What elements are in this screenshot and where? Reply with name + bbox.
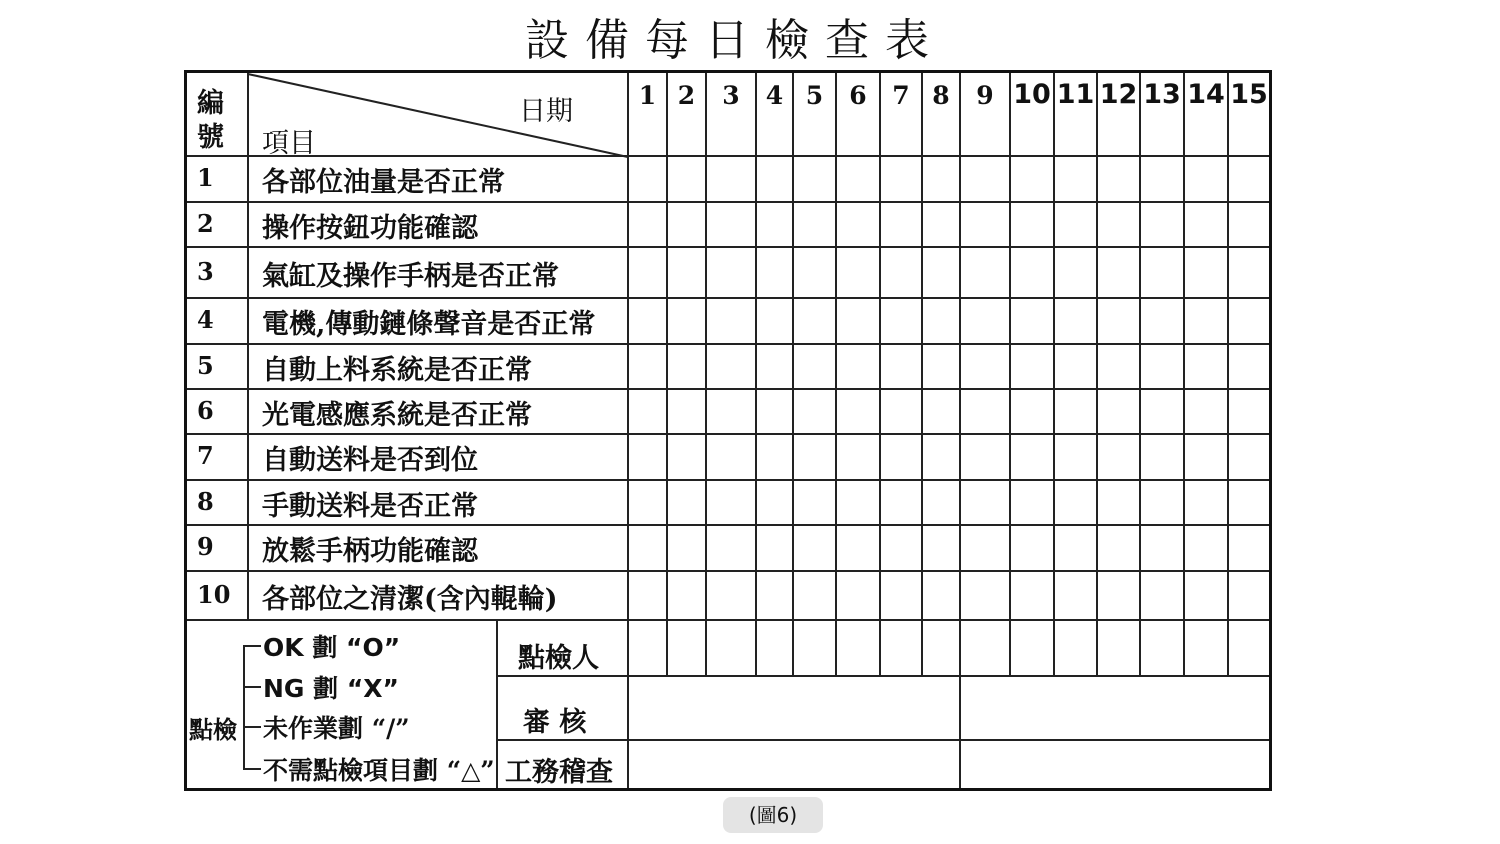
check-cell[interactable]	[961, 435, 1009, 478]
check-cell[interactable]	[757, 299, 792, 342]
check-cell[interactable]	[881, 390, 921, 432]
check-cell[interactable]	[881, 203, 921, 245]
check-cell[interactable]	[757, 345, 792, 387]
check-cell[interactable]	[1055, 345, 1096, 387]
check-cell[interactable]	[629, 248, 666, 296]
row-number: 5	[197, 350, 214, 380]
item-header-label: 項目	[262, 128, 316, 159]
inspector-signature-cell[interactable]	[1011, 621, 1053, 674]
check-cell[interactable]	[1141, 572, 1183, 618]
check-cell[interactable]	[1229, 390, 1269, 432]
check-cell[interactable]	[668, 390, 705, 432]
check-cell[interactable]	[707, 481, 755, 523]
day-header-13: 13	[1143, 79, 1181, 110]
inspector-signature-cell[interactable]	[707, 621, 755, 674]
check-cell[interactable]	[757, 203, 792, 245]
check-cell[interactable]	[794, 203, 835, 245]
day-header-10: 10	[1013, 79, 1051, 110]
check-cell[interactable]	[668, 435, 705, 478]
check-cell[interactable]	[794, 481, 835, 523]
day-header-6: 6	[849, 81, 867, 110]
check-cell[interactable]	[1055, 299, 1096, 342]
check-cell[interactable]	[668, 481, 705, 523]
check-cell[interactable]	[1098, 572, 1139, 618]
check-cell[interactable]	[923, 572, 959, 618]
check-cell[interactable]	[629, 157, 666, 200]
legend-tick	[243, 768, 261, 770]
check-cell[interactable]	[1011, 345, 1053, 387]
legend-entry: NG 劃 “X”	[263, 674, 399, 703]
legend-entry: 未作業劃 “/”	[263, 714, 410, 743]
check-cell[interactable]	[961, 526, 1009, 569]
check-cell[interactable]	[707, 299, 755, 342]
check-cell[interactable]	[1011, 203, 1053, 245]
row-item-label: 自動上料系統是否正常	[262, 354, 532, 386]
check-cell[interactable]	[1141, 248, 1183, 296]
check-cell[interactable]	[1011, 248, 1053, 296]
inspector-signature-cell[interactable]	[1141, 621, 1183, 674]
check-cell[interactable]	[1141, 203, 1183, 245]
figure-caption: (圖6)	[723, 797, 823, 833]
check-cell[interactable]	[1011, 572, 1053, 618]
check-cell[interactable]	[757, 572, 792, 618]
row-item-label: 放鬆手柄功能確認	[262, 536, 478, 567]
check-cell[interactable]	[961, 248, 1009, 296]
check-cell[interactable]	[881, 526, 921, 569]
audit-label: 工務稽查	[505, 757, 613, 788]
signoff-label-line	[496, 620, 498, 788]
check-cell[interactable]	[1229, 157, 1269, 200]
row-number: 3	[197, 256, 214, 286]
inspector-signature-cell[interactable]	[794, 621, 835, 674]
check-cell[interactable]	[837, 299, 879, 342]
check-cell[interactable]	[668, 345, 705, 387]
check-cell[interactable]	[1055, 248, 1096, 296]
check-cell[interactable]	[837, 435, 879, 478]
check-cell[interactable]	[757, 157, 792, 200]
row-number: 7	[197, 441, 214, 470]
check-cell[interactable]	[1141, 299, 1183, 342]
check-cell[interactable]	[961, 157, 1009, 200]
check-cell[interactable]	[1185, 526, 1227, 569]
row-number: 8	[197, 486, 214, 516]
check-cell[interactable]	[1229, 526, 1269, 569]
legend-tick	[243, 686, 261, 688]
check-cell[interactable]	[1011, 435, 1053, 478]
check-cell[interactable]	[629, 203, 666, 245]
check-cell[interactable]	[881, 299, 921, 342]
row-number: 4	[197, 305, 214, 334]
check-cell[interactable]	[1055, 390, 1096, 432]
check-cell[interactable]	[629, 345, 666, 387]
row-item-label: 光電感應系統是否正常	[262, 399, 532, 431]
row-item-label: 手動送料是否正常	[262, 490, 478, 522]
check-cell[interactable]	[794, 572, 835, 618]
check-cell[interactable]	[1185, 203, 1227, 245]
inspector-label: 點檢人	[518, 643, 599, 674]
check-cell[interactable]	[668, 157, 705, 200]
row-item-label: 操作按鈕功能確認	[262, 212, 478, 244]
date-header-label: 日期	[519, 96, 573, 127]
row-item-label: 自動送料是否到位	[262, 445, 478, 476]
inspector-signature-cell[interactable]	[961, 621, 1009, 674]
check-cell[interactable]	[794, 157, 835, 200]
legend-bracket	[243, 647, 245, 770]
check-cell[interactable]	[837, 157, 879, 200]
check-cell[interactable]	[1185, 157, 1227, 200]
check-cell[interactable]	[668, 526, 705, 569]
check-cell[interactable]	[1098, 481, 1139, 523]
review-cell-first-half[interactable]	[629, 677, 959, 738]
check-cell[interactable]	[707, 203, 755, 245]
check-cell[interactable]	[1011, 526, 1053, 569]
check-cell[interactable]	[1141, 481, 1183, 523]
check-cell[interactable]	[668, 572, 705, 618]
check-cell[interactable]	[629, 526, 666, 569]
inspector-signature-cell[interactable]	[1185, 621, 1227, 674]
check-cell[interactable]	[757, 481, 792, 523]
check-cell[interactable]	[923, 203, 959, 245]
check-cell[interactable]	[757, 390, 792, 432]
check-cell[interactable]	[923, 157, 959, 200]
check-cell[interactable]	[629, 481, 666, 523]
row-number: 6	[197, 395, 214, 425]
day-header-2: 2	[677, 81, 696, 110]
check-cell[interactable]	[837, 390, 879, 432]
check-cell[interactable]	[1011, 390, 1053, 432]
check-cell[interactable]	[837, 248, 879, 296]
check-cell[interactable]	[757, 435, 792, 478]
check-cell[interactable]	[707, 526, 755, 569]
inspector-signature-cell[interactable]	[1098, 621, 1139, 674]
legend-entry: OK 劃 “O”	[263, 633, 401, 662]
check-cell[interactable]	[1185, 572, 1227, 618]
check-cell[interactable]	[961, 390, 1009, 432]
check-cell[interactable]	[707, 248, 755, 296]
check-cell[interactable]	[1098, 248, 1139, 296]
inspector-signature-cell[interactable]	[629, 621, 666, 674]
check-cell[interactable]	[1098, 435, 1139, 478]
row-number: 10	[197, 579, 231, 609]
check-cell[interactable]	[629, 299, 666, 342]
check-cell[interactable]	[1185, 345, 1227, 387]
check-cell[interactable]	[923, 248, 959, 296]
check-cell[interactable]	[881, 435, 921, 478]
check-cell[interactable]	[923, 526, 959, 569]
check-cell[interactable]	[629, 390, 666, 432]
check-cell[interactable]	[757, 526, 792, 569]
check-cell[interactable]	[837, 203, 879, 245]
check-cell[interactable]	[707, 435, 755, 478]
check-cell[interactable]	[794, 299, 835, 342]
day-header-1: 1	[638, 81, 657, 110]
legend-tick	[243, 645, 261, 647]
check-cell[interactable]	[1141, 345, 1183, 387]
check-cell[interactable]	[961, 572, 1009, 618]
day-header-12: 12	[1099, 79, 1138, 110]
check-cell[interactable]	[794, 345, 835, 387]
inspector-signature-cell[interactable]	[668, 621, 705, 674]
check-cell[interactable]	[707, 572, 755, 618]
check-cell[interactable]	[923, 345, 959, 387]
inspector-signature-cell[interactable]	[923, 621, 959, 674]
check-cell[interactable]	[1098, 157, 1139, 200]
check-cell[interactable]	[1229, 299, 1269, 342]
row-number: 2	[197, 208, 214, 238]
check-cell[interactable]	[629, 572, 666, 618]
row-item-label: 各部位油量是否正常	[262, 167, 505, 198]
check-cell[interactable]	[923, 435, 959, 478]
check-cell[interactable]	[1098, 390, 1139, 432]
check-cell[interactable]	[707, 345, 755, 387]
row-number: 1	[197, 163, 214, 192]
inspector-signature-cell[interactable]	[757, 621, 792, 674]
check-cell[interactable]	[1229, 435, 1269, 478]
day-header-4: 4	[765, 81, 784, 110]
check-cell[interactable]	[1011, 299, 1053, 342]
check-cell[interactable]	[707, 157, 755, 200]
check-cell[interactable]	[1141, 390, 1183, 432]
check-cell[interactable]	[629, 435, 666, 478]
check-cell[interactable]	[668, 299, 705, 342]
day-header-11: 11	[1056, 79, 1095, 110]
check-cell[interactable]	[961, 299, 1009, 342]
day-header-7: 7	[892, 81, 910, 110]
legend-label: 點檢	[189, 715, 237, 744]
check-cell[interactable]	[1055, 526, 1096, 569]
audit-cell-second-half[interactable]	[961, 741, 1268, 786]
audit-cell-first-half[interactable]	[629, 741, 959, 786]
check-cell[interactable]	[757, 248, 792, 296]
daily-inspection-table	[184, 70, 1272, 791]
day-header-9: 9	[976, 81, 994, 110]
check-cell[interactable]	[1098, 299, 1139, 342]
check-cell[interactable]	[1141, 435, 1183, 478]
check-cell[interactable]	[794, 248, 835, 296]
inspector-signature-cell[interactable]	[1229, 621, 1269, 674]
review-cell-second-half[interactable]	[961, 677, 1268, 738]
check-cell[interactable]	[961, 203, 1009, 245]
check-cell[interactable]	[923, 481, 959, 523]
legend-tick	[243, 726, 261, 728]
check-cell[interactable]	[961, 481, 1009, 523]
check-cell[interactable]	[794, 390, 835, 432]
check-cell[interactable]	[1011, 481, 1053, 523]
check-cell[interactable]	[961, 345, 1009, 387]
check-cell[interactable]	[1185, 299, 1227, 342]
check-cell[interactable]	[881, 345, 921, 387]
review-label: 審 核	[523, 707, 587, 738]
check-cell[interactable]	[1185, 248, 1227, 296]
day-header-5: 5	[805, 81, 824, 110]
check-cell[interactable]	[1141, 157, 1183, 200]
check-cell[interactable]	[1185, 435, 1227, 478]
check-cell[interactable]	[794, 526, 835, 569]
check-cell[interactable]	[1055, 203, 1096, 245]
check-cell[interactable]	[1098, 526, 1139, 569]
check-cell[interactable]	[1185, 481, 1227, 523]
no-header-label-1: 編	[197, 88, 224, 119]
day-header-3: 3	[722, 81, 740, 110]
check-cell[interactable]	[923, 390, 959, 432]
check-cell[interactable]	[1229, 203, 1269, 245]
check-cell[interactable]	[881, 481, 921, 523]
check-cell[interactable]	[1055, 435, 1096, 478]
row-item-label: 電機,傳動鏈條聲音是否正常	[262, 309, 596, 340]
check-cell[interactable]	[1055, 157, 1096, 200]
check-cell[interactable]	[668, 248, 705, 296]
check-cell[interactable]	[668, 203, 705, 245]
check-cell[interactable]	[881, 248, 921, 296]
day-header-14: 14	[1187, 79, 1225, 110]
day-header-15: 15	[1230, 79, 1268, 110]
check-cell[interactable]	[794, 435, 835, 478]
check-cell[interactable]	[1229, 248, 1269, 296]
check-cell[interactable]	[837, 345, 879, 387]
check-cell[interactable]	[837, 572, 879, 618]
check-cell[interactable]	[881, 572, 921, 618]
inspector-signature-cell[interactable]	[837, 621, 879, 674]
check-cell[interactable]	[1141, 526, 1183, 569]
day-header-8: 8	[932, 81, 950, 110]
legend-entry: 不需點檢項目劃 “△”	[263, 756, 495, 785]
check-cell[interactable]	[923, 299, 959, 342]
check-cell[interactable]	[881, 157, 921, 200]
inspector-signature-cell[interactable]	[1055, 621, 1096, 674]
row-item-label: 氣缸及操作手柄是否正常	[262, 260, 559, 292]
check-cell[interactable]	[1229, 481, 1269, 523]
check-cell[interactable]	[1229, 345, 1269, 387]
check-cell[interactable]	[1055, 572, 1096, 618]
check-cell[interactable]	[1098, 203, 1139, 245]
no-header-label-2: 號	[197, 122, 224, 153]
sheet-title: 設備每日檢查表	[525, 15, 945, 66]
check-cell[interactable]	[1011, 157, 1053, 200]
no-col-line	[247, 73, 249, 620]
check-cell[interactable]	[1098, 345, 1139, 387]
check-cell[interactable]	[1055, 481, 1096, 523]
check-cell[interactable]	[707, 390, 755, 432]
check-cell[interactable]	[837, 481, 879, 523]
check-cell[interactable]	[837, 526, 879, 569]
row-number: 9	[197, 532, 214, 561]
row-item-label: 各部位之清潔(含內輥輪)	[262, 583, 558, 615]
check-cell[interactable]	[1229, 572, 1269, 618]
inspector-signature-cell[interactable]	[881, 621, 921, 674]
check-cell[interactable]	[1185, 390, 1227, 432]
